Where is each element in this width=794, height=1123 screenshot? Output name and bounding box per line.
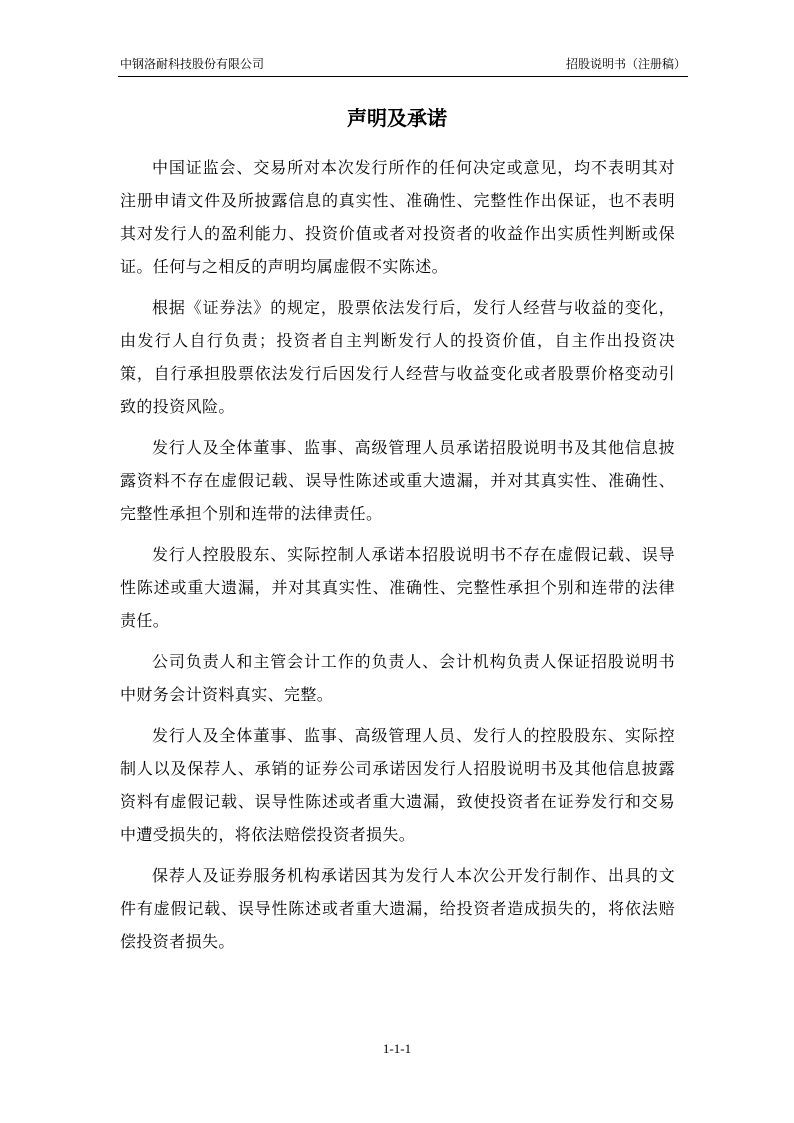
paragraph-sponsor-commitment: 保荐人及证券服务机构承诺因其为发行人本次公开发行制作、出具的文件有虚假记载、误导性陈述或者重大遗漏，给投资者造成损失的，将依法赔偿投资者损失。	[120, 866, 675, 951]
paragraph-directors-commitment: 发行人及全体董事、监事、高级管理人员承诺招股说明书及其他信息披露资料不存在虚假记载、误导性陈述或重大遗漏，并对其真实性、准确性、完整性承担个别和连带的法律责任。	[120, 438, 675, 523]
paragraph-financial-guarantee: 公司负责人和主管会计工作的负责人、会计机构负责人保证招股说明书中财务会计资料真实、完整。	[120, 652, 675, 704]
paragraph-investment-risk: 根据《证券法》的规定，股票依法发行后，发行人经营与收益的变化，由发行人自行负责；投资者自主判断发行人的投资价值，自主作出投资决策，自行承担股票依法发行后因发行人经营与收益变化或者股票价格变动引致的投资风险。	[120, 298, 675, 416]
page-title: 声明及承诺	[347, 106, 447, 130]
paragraph-compensation-commitment: 发行人及全体董事、监事、高级管理人员、发行人的控股股东、实际控制人以及保荐人、承销的证券公司承诺因发行人招股说明书及其他信息披露资料有虚假记载、误导性陈述或者重大遗漏，致使投资者在证券发行和交易中遭受损失的，将依法赔偿投资者损失。	[120, 726, 675, 844]
document-type: 招股说明书（注册稿）	[565, 57, 686, 71]
page-header	[118, 56, 688, 77]
paragraph-controller-commitment: 发行人控股股东、实际控制人承诺本招股说明书不存在虚假记载、误导性陈述或重大遗漏，并对其真实性、准确性、完整性承担个别和连带的法律责任。	[120, 545, 675, 630]
paragraph-regulator-disclaimer: 中国证监会、交易所对本次发行所作的任何决定或意见，均不表明其对注册申请文件及所披露信息的真实性、准确性、完整性作出保证，也不表明其对发行人的盈利能力、投资价值或者对投资者的收益作出实质性判断或保证。任何与之相反的声明均属虚假不实陈述。	[120, 158, 675, 276]
statement-body	[120, 151, 675, 966]
company-name: 中钢洛耐科技股份有限公司	[120, 57, 265, 71]
page-number: 1-1-1	[382, 1041, 412, 1056]
